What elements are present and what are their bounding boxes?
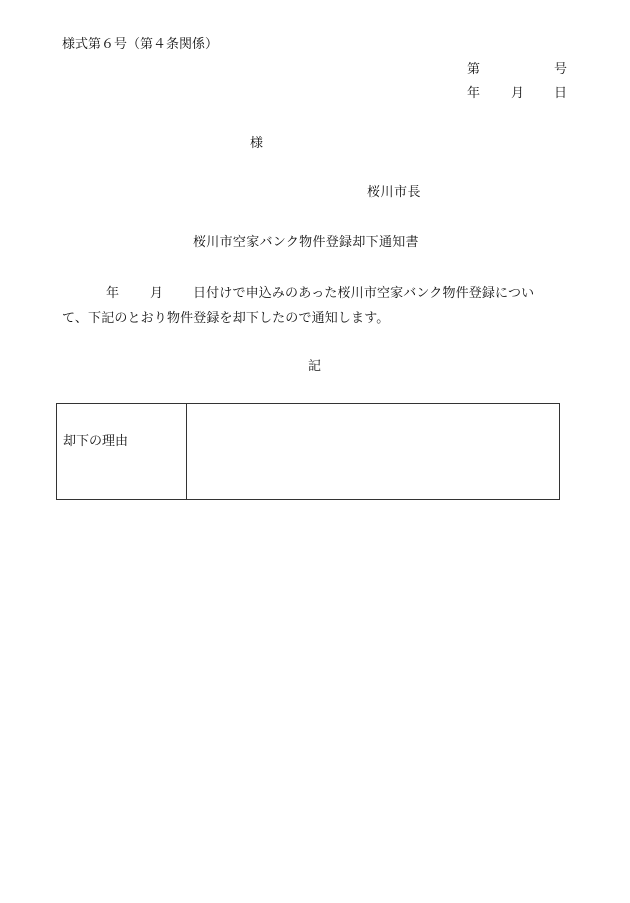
body-line-1-text: 日付けで申込みのあった桜川市空家バンク物件登録につい: [193, 286, 535, 301]
form-number-label: 様式第６号（第４条関係）: [62, 37, 219, 52]
date-year-label: 年: [467, 86, 481, 101]
document-number-prefix: 第: [467, 62, 481, 77]
addressee-honorific: 様: [250, 136, 264, 151]
body-month-label: 月: [150, 286, 164, 301]
document-number-suffix: 号: [554, 62, 568, 77]
rejection-reason-table: [56, 403, 560, 500]
body-text-line-2: て、下記のとおり物件登録を却下したので通知します。: [62, 311, 390, 326]
table-column-divider: [186, 404, 187, 499]
date-month-label: 月: [511, 86, 525, 101]
sender-name: 桜川市長: [367, 185, 422, 200]
rejection-reason-field[interactable]: [193, 414, 553, 492]
date-day-label: 日: [554, 86, 568, 101]
ki-heading: 記: [308, 359, 322, 374]
body-year-label: 年: [106, 286, 120, 301]
document-title: 桜川市空家バンク物件登録却下通知書: [193, 235, 419, 250]
rejection-reason-label: 却下の理由: [63, 434, 129, 449]
